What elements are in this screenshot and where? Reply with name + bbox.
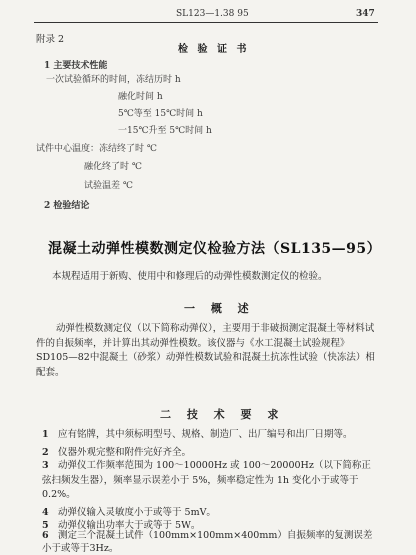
form-section1-heading: 1 主要技术性能 [44, 61, 108, 71]
form-line-center-temp-freeze: 试件中心温度：冻结终了时 ℃ [36, 144, 157, 154]
list-item-number: 5 [42, 520, 49, 531]
list-item [42, 504, 378, 518]
list-item-text: 应有铭牌，其中须标明型号、规格、制造厂、出厂编号和出厂日期等。 [58, 429, 353, 440]
list-item [42, 444, 378, 458]
appendix-label: 附录 2 [36, 34, 65, 45]
list-item-text: 动弹仪输出功率大于或等于 5W。 [58, 520, 201, 531]
section-one-heading: 一 概 述 [184, 302, 255, 315]
list-item [42, 517, 378, 531]
running-title: SL123—1.38 95 [176, 9, 249, 19]
list-item [42, 459, 378, 503]
form-line-cool-time: 5℃等至 15℃时间 h [118, 109, 203, 119]
list-item [42, 530, 378, 555]
form-section2-heading: 2 检验结论 [44, 201, 90, 211]
form-line-thaw-time: 融化时间 h [118, 92, 163, 102]
form-line-warm-time: 一15℃升至 5℃时间 h [118, 126, 212, 136]
list-item-number: 6 [42, 530, 49, 541]
list-item-text: 动弹仪输入灵敏度小于或等于 5mV。 [58, 507, 216, 518]
section-one-paragraph: 动弹性模数测定仪（以下简称动弹仪），主要用于非破损测定混凝土等材料试件的自振频率，并计算出其动弹性模数。该仪器与《水工混凝土试验规程》SD105—82中混凝土（砂浆）动弹性模数试验和混凝土抗冻性试验（快冻法）相配套。 [36, 323, 375, 378]
list-item-number: 4 [42, 507, 49, 518]
list-item-text: 测定三个混凝土试件（100mm×100mm×400mm）自振频率的复测误差小于或等于3Hz。 [42, 530, 373, 554]
form-line-temp-difference: 试验温差 ℃ [84, 181, 133, 191]
list-item-text: 动弹仪工作频率范围为 100～10000Hz 或 100～20000Hz（以下简称正弦扫频发生器），频率显示误差小于 5%，频率稳定性为 1h 变化小于或等于 0.2%。 [42, 460, 371, 500]
list-item [42, 426, 378, 440]
form-line-center-temp-thaw: 融化终了时 ℃ [84, 162, 142, 172]
list-item-number: 3 [42, 460, 49, 471]
list-item-number: 2 [42, 447, 49, 458]
form-line-freeze-time: 一次试验循环的时间，冻结历时 h [46, 75, 181, 85]
header-rule [34, 22, 378, 23]
list-item-number: 1 [42, 429, 49, 440]
form-title: 检 验 证 书 [178, 44, 250, 55]
intro-paragraph: 本规程适用于新购、使用中和修理后的动弹性模数测定仪的检验。 [52, 271, 328, 282]
list-item-text: 仪器外观完整和附件完好齐全。 [58, 447, 192, 458]
section-two-heading: 二 技 术 要 求 [160, 408, 285, 421]
page-number: 347 [356, 9, 375, 19]
document-title: 混凝土动弹性模数测定仪检验方法（SL135—95） [48, 241, 382, 257]
